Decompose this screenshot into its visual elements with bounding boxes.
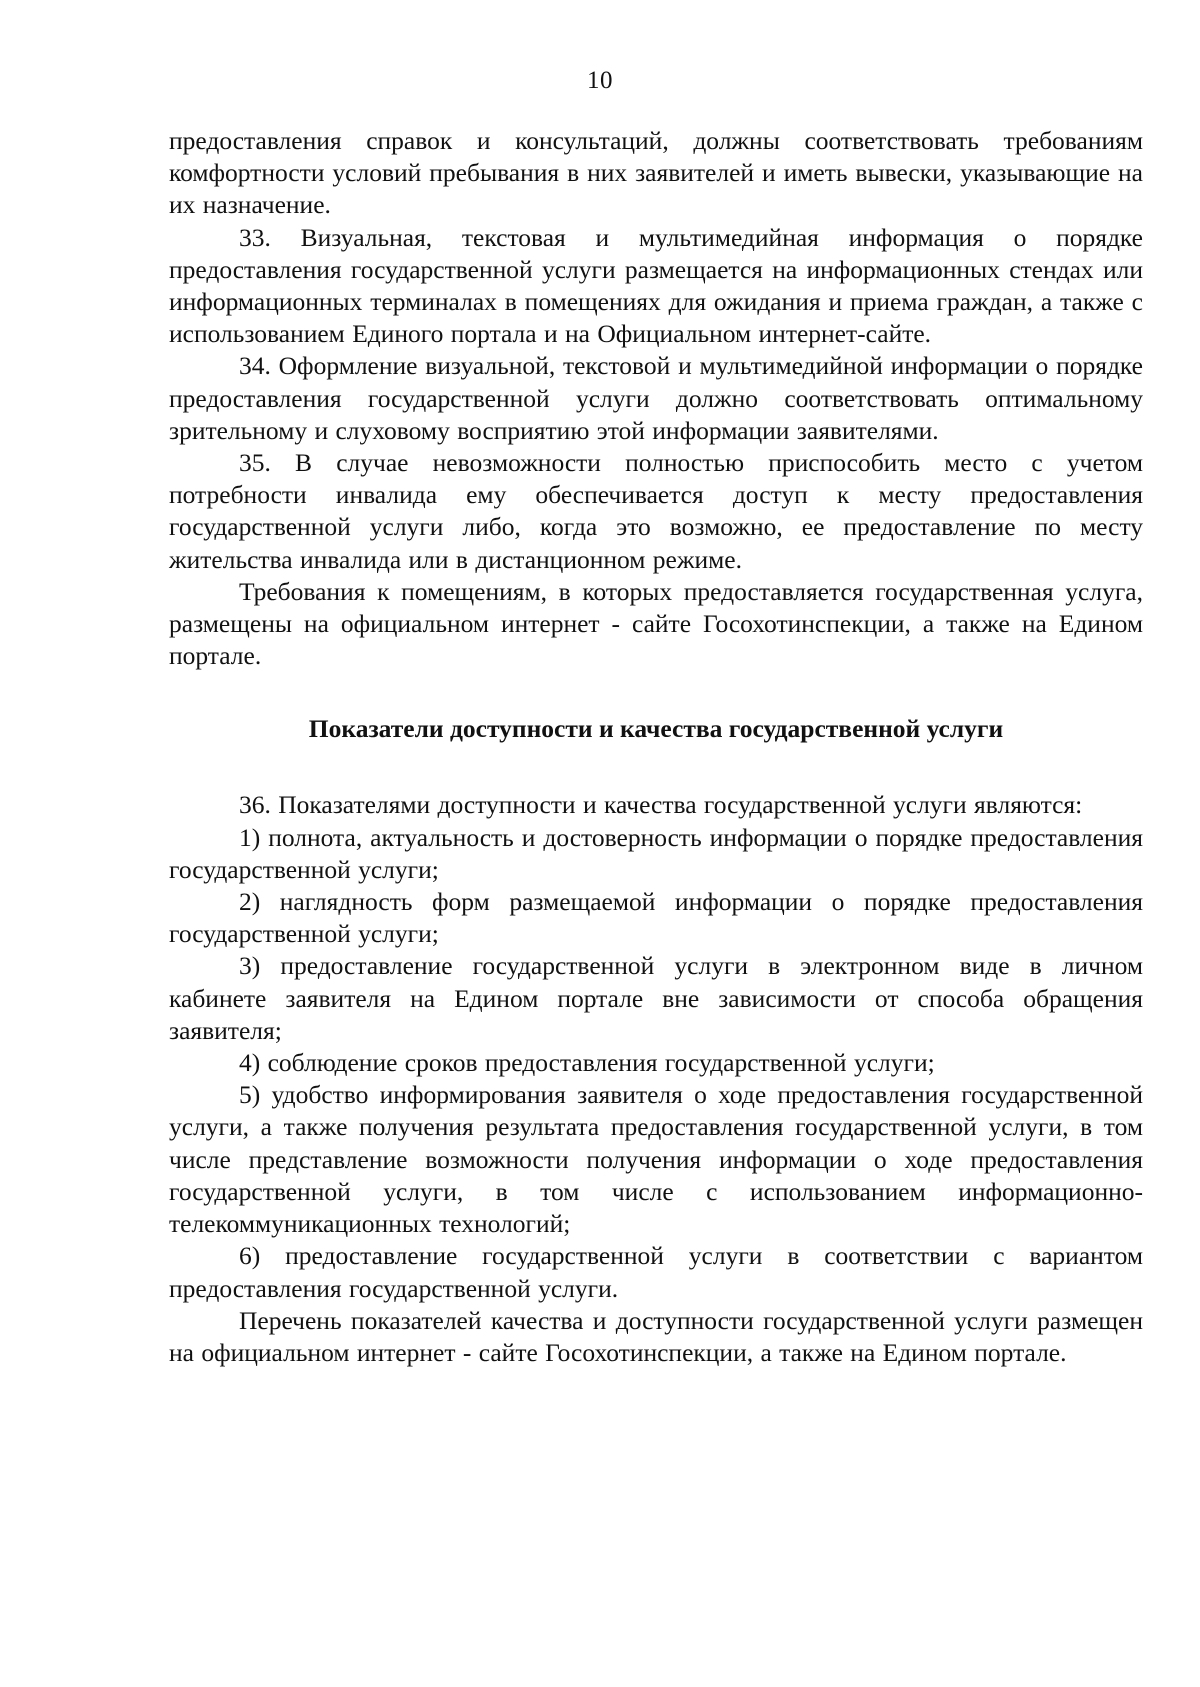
list-item-2: 2) наглядность форм размещаемой информации о порядке предоставления государственной услуги; — [169, 887, 1143, 949]
section-heading: Показатели доступности и качества государственной услуги — [308, 714, 1004, 744]
paragraph-34: 34. Оформление визуальной, текстовой и мультимедийной информации о порядке предоставления государственной услуги должно соответствовать оптимальному зрительному и слуховому восприятию этой информации заявителями. — [169, 351, 1143, 445]
document-body — [169, 125, 1143, 1369]
list-item-1: 1) полнота, актуальность и достоверность информации о порядке предоставления государственной услуги; — [169, 822, 1143, 884]
paragraph-continuation: предоставления справок и консультаций, должны соответствовать требованиям комфортности условий пребывания в них заявителей и иметь вывески, указывающие на их назначение. — [169, 126, 1143, 220]
paragraph-indicators-list: Перечень показателей качества и доступности государственной услуги размещен на официальном интернет - сайте Госохотинспекции, а также на Едином портале. — [169, 1305, 1143, 1367]
list-item-5: 5) удобство информирования заявителя о ходе предоставления государственной услуги, а также получения результата предоставления государственной услуги, в том числе представление возможности получения информации о ходе предоставления государственной услуги, в том числе с использованием информационно-телекоммуникационных технологий; — [169, 1080, 1143, 1239]
list-item-4: 4) соблюдение сроков предоставления государственной услуги; — [239, 1048, 935, 1078]
paragraph-premises-requirements: Требования к помещениям, в которых предоставляется государственная услуга, размещены на официальном интернет - сайте Госохотинспекции, а также на Едином портале. — [169, 576, 1143, 671]
page-number: 10 — [587, 67, 613, 94]
list-item-3: 3) предоставление государственной услуги в электронном виде в личном кабинете заявителя на Едином портале вне зависимости от способа обращения заявителя; — [169, 951, 1143, 1045]
paragraph-35: 35. В случае невозможности полностью приспособить место с учетом потребности инвалида ему обеспечивается доступ к месту предоставления государственной услуги либо, когда это возможно, ее предоставление по месту жительства инвалида или в дистанционном режиме. — [169, 448, 1143, 574]
paragraph-33: 33. Визуальная, текстовая и мультимедийная информация о порядке предоставления государственной услуги размещается на информационных стендах или информационных терминалах в помещениях для ожидания и приема граждан, а также с использованием Единого портала и на Официальном интернет-сайте. — [169, 222, 1143, 349]
list-item-6: 6) предоставление государственной услуги в соответствии с вариантом предоставления государственной услуги. — [169, 1241, 1143, 1303]
paragraph-36: 36. Показателями доступности и качества государственной услуги являются: — [239, 790, 1083, 820]
